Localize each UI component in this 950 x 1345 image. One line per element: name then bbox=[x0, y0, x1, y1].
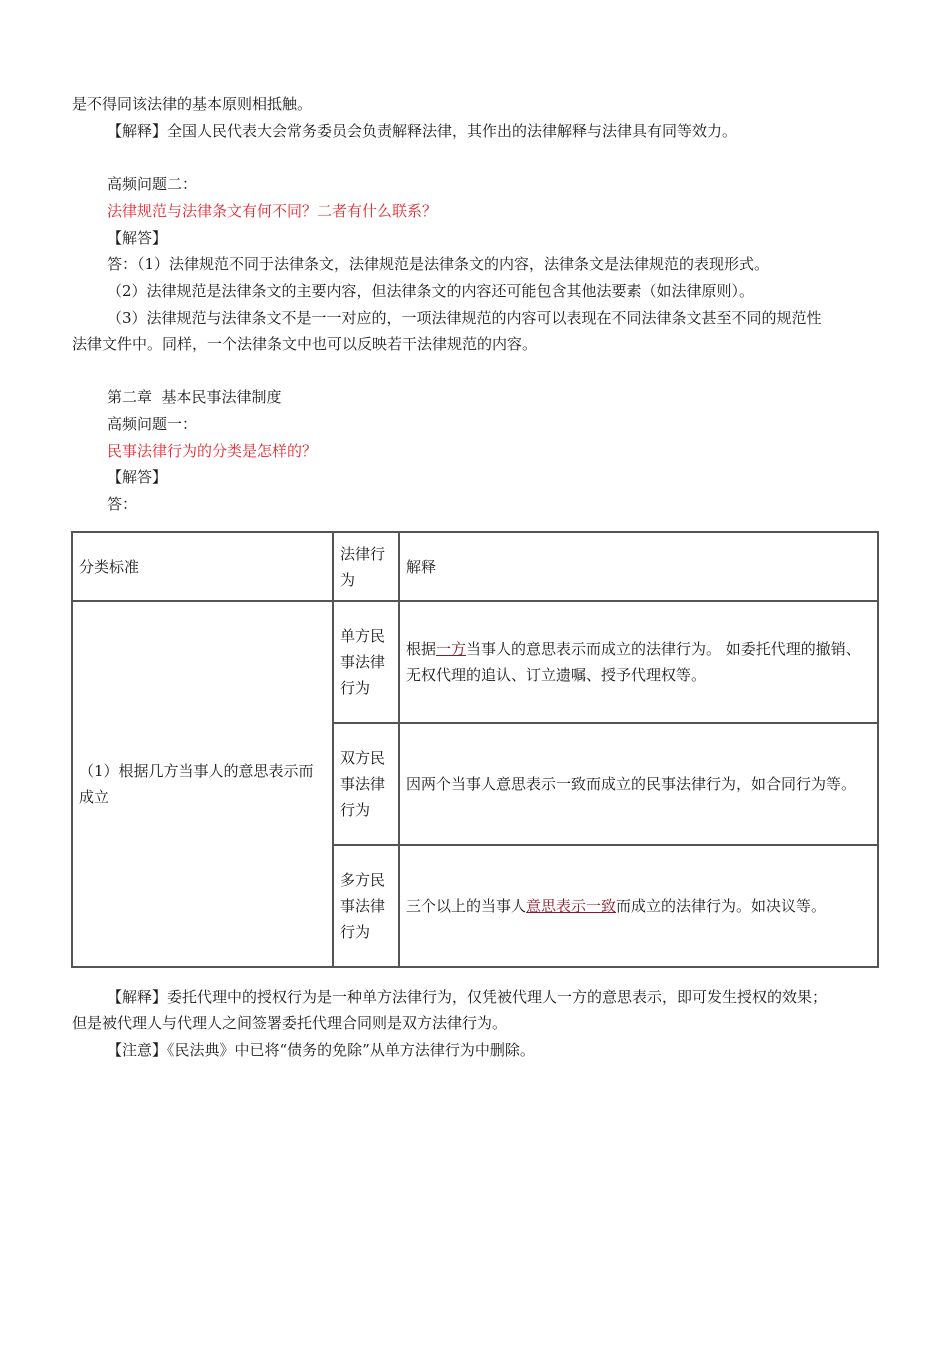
q2-answer-3-line1: （3）法律规范与法律条文不是一一对应的，一项法律规范的内容可以表现在不同法律条文甚至不同的规范性 bbox=[107, 309, 822, 327]
header-explanation: 解释 bbox=[399, 532, 878, 601]
intro-explanation bbox=[107, 121, 737, 141]
explanation-text: 全国人民代表大会常务委员会负责解释法律，其作出的法律解释与法律具有同等效力。 bbox=[167, 122, 738, 140]
explanation-tag: 【解释】 bbox=[107, 122, 168, 140]
ch2-answer-lead: 答： bbox=[107, 495, 138, 513]
chapter-title: 第二章 基本民事法律制度 bbox=[107, 388, 282, 406]
notice-tag: 【注意】 bbox=[107, 1041, 168, 1059]
type-cell: 双方民事法律行为 bbox=[333, 723, 399, 845]
header-type: 法律行为 bbox=[333, 532, 399, 601]
explanation-text: 根据 bbox=[406, 640, 437, 658]
q2-answer-1: 答：（1）法律规范不同于法律条文，法律规范是法律条文的内容，法律条文是法律规范的表现形式。 bbox=[107, 255, 770, 273]
underlined-term: 一方 bbox=[436, 640, 467, 658]
ch2-q1-label: 高频问题一： bbox=[107, 415, 198, 433]
q2-answer-3-line2: 法律文件中。同样，一个法律条文中也可以反映若干法律规范的内容。 bbox=[72, 335, 538, 353]
explanation-text: 三个以上的当事人 bbox=[406, 897, 527, 915]
explanation-text: 委托代理中的授权行为是一种单方法律行为，仅凭被代理人一方的意思表示，即可发生授权的效果； bbox=[167, 988, 828, 1006]
header-criterion: 分类标准 bbox=[72, 532, 333, 601]
table-header-row bbox=[72, 532, 878, 601]
explanation-text: 而成立的法律行为。如决议等。 bbox=[616, 897, 827, 915]
table-row bbox=[72, 601, 878, 723]
type-cell: 多方民事法律行为 bbox=[333, 845, 399, 967]
ch2-q1-question: 民事法律行为的分类是怎样的？ bbox=[107, 442, 318, 460]
underlined-term: 意思表示一致 bbox=[526, 897, 617, 915]
explanation-cell bbox=[399, 845, 878, 967]
classification-table bbox=[71, 531, 879, 968]
q2-label: 高频问题二： bbox=[107, 175, 198, 193]
explanation-cell bbox=[399, 601, 878, 723]
intro-line: 是不得同该法律的基本原则相抵触。 bbox=[72, 95, 313, 113]
explanation-tag: 【解释】 bbox=[107, 988, 168, 1006]
notice-line bbox=[107, 1040, 535, 1060]
ch2-answer-tag: 【解答】 bbox=[107, 468, 168, 486]
notice-text: 《民法典》中已将“债务的免除”从单方法律行为中删除。 bbox=[167, 1041, 535, 1059]
after-explanation-line1 bbox=[107, 987, 827, 1007]
explanation-text: 当事人的意思表示而成立的法律行为。 如委托代理的撤销、无权代理的追认、订立遗嘱、授予代理权等。 bbox=[406, 640, 861, 684]
q2-question: 法律规范与法律条文有何不同？二者有什么联系？ bbox=[107, 202, 438, 220]
q2-answer-2: （2）法律规范是法律条文的主要内容，但法律条文的内容还可能包含其他法要素（如法律原则）。 bbox=[107, 282, 755, 300]
criterion-cell: （1）根据几方当事人的意思表示而成立 bbox=[72, 601, 333, 967]
type-cell: 单方民事法律行为 bbox=[333, 601, 399, 723]
explanation-cell: 因两个当事人意思表示一致而成立的民事法律行为，如合同行为等。 bbox=[399, 723, 878, 845]
after-explanation-line2: 但是被代理人与代理人之间签署委托代理合同则是双方法律行为。 bbox=[72, 1014, 508, 1032]
q2-answer-tag: 【解答】 bbox=[107, 229, 168, 247]
